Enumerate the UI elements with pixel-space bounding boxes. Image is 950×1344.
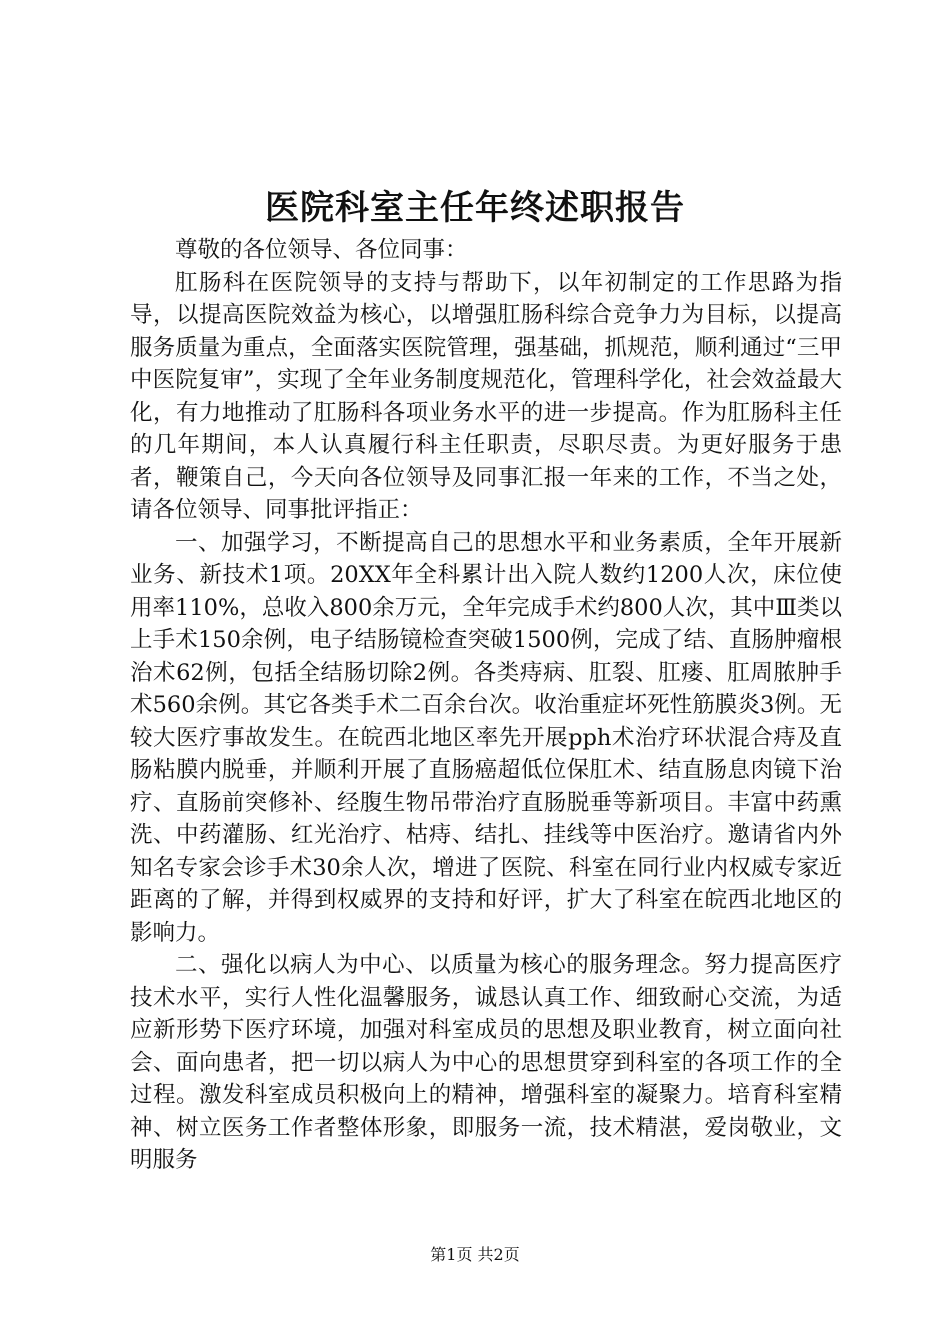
document-body <box>130 234 842 1177</box>
salutation: 尊敬的各位领导、各位同事： <box>175 237 468 263</box>
document-title: 医院科室主任年终述职报告 <box>265 188 685 228</box>
paragraph: 肛肠科在医院领导的支持与帮助下，以年初制定的工作思路为指导，以提高医院效益为核心，以增强肛肠科综合竞争力为目标，以提高服务质量为重点，全面落实医院管理，强基础，抓规范，顺利通过“三甲中医院复审”，实现了全年业务制度规范化，管理科学化，社会效益最大化，有力地推动了肛肠科各项业务水平的进一步提高。作为肛肠科主任的几年期间，本人认真履行科主任职责，尽职尽责。为更好服务于患者，鞭策自己，今天向各位领导及同事汇报一年来的工作，不当之处，请各位领导、同事批评指正： <box>130 269 842 523</box>
paragraph: 二、强化以病人为中心、以质量为核心的服务理念。努力提高医疗技术水平，实行人性化温馨服务，诚恳认真工作、细致耐心交流，为适应新形势下医疗环境，加强对科室成员的思想及职业教育，树立面向社会、面向患者，把一切以病人为中心的思想贯穿到科室的各项工作的全过程。激发科室成员积极向上的精神，增强科室的凝聚力。培育科室精神、树立医务工作者整体形象，即服务一流，技术精湛，爱岗敬业，文明服务 <box>130 952 842 1173</box>
page-number-footer: 第1页 共2页 <box>430 1245 520 1264</box>
paragraph: 一、加强学习，不断提高自己的思想水平和业务素质，全年开展新业务、新技术1项。20XX年全科累计出入院人数约1200人次，床位使用率110%，总收入800余万元，全年完成手术约800人次，其中Ⅲ类以上手术150余例，电子结肠镜检查突破1500例，完成了结、直肠肿瘤根治术62例，包括全结肠切除2例。各类痔病、肛裂、肛瘘、肛周脓肿手术560余例。其它各类手术二百余台次。收治重症坏死性筋膜炎3例。无较大医疗事故发生。在皖西北地区率先开展pph术治疗环状混合痔及直肠粘膜内脱垂，并顺利开展了直肠癌超低位保肛术、结直肠息肉镜下治疗、直肠前突修补、经腹生物吊带治疗直肠脱垂等新项目。丰富中药熏洗、中药灌肠、红光治疗、枯痔、结扎、挂线等中医治疗。邀请省内外知名专家会诊手术30余人次，增进了医院、科室在同行业内权威专家近距离的了解，并得到权威界的支持和好评，扩大了科室在皖西北地区的影响力。 <box>130 529 842 946</box>
